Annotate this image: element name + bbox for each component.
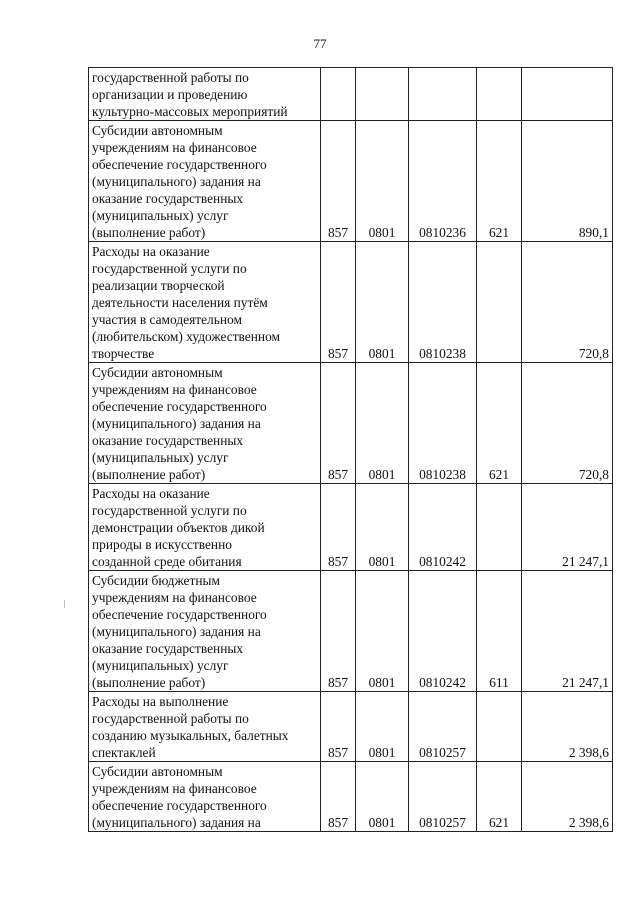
expense-name-cell: Субсидии бюджетным учреждениям на финансовое обеспечение государственного (муниципального) задания на оказание государственных (муниципальных) услуг (выполнение работ) xyxy=(89,571,321,692)
target-code-cell: 0810242 xyxy=(409,571,477,692)
amount-cell: 21 247,1 xyxy=(522,484,613,571)
target-code-cell xyxy=(409,68,477,121)
table-row xyxy=(89,363,613,484)
amount-cell: 21 247,1 xyxy=(522,571,613,692)
section-code-cell: 0801 xyxy=(356,242,409,363)
admin-code-cell: 857 xyxy=(321,363,356,484)
page-number: 77 xyxy=(313,36,327,51)
target-code-cell: 0810238 xyxy=(409,363,477,484)
expense-name-cell: Субсидии автономным учреждениям на финансовое обеспечение государственного (муниципального) задания на оказание государственных (муниципальных) услуг (выполнение работ) xyxy=(89,121,321,242)
target-code-cell: 0810236 xyxy=(409,121,477,242)
table-row xyxy=(89,692,613,762)
section-code-cell: 0801 xyxy=(356,363,409,484)
admin-code-cell: 857 xyxy=(321,242,356,363)
expense-name-cell: Субсидии автономным учреждениям на финансовое обеспечение государственного (муниципального) задания на xyxy=(89,762,321,832)
amount-cell: 890,1 xyxy=(522,121,613,242)
target-code-cell: 0810242 xyxy=(409,484,477,571)
expense-name-cell: Субсидии автономным учреждениям на финансовое обеспечение государственного (муниципального) задания на оказание государственных (муниципальных) услуг (выполнение работ) xyxy=(89,363,321,484)
section-code-cell: 0801 xyxy=(356,692,409,762)
admin-code-cell: 857 xyxy=(321,692,356,762)
amount-cell: 720,8 xyxy=(522,242,613,363)
table-row xyxy=(89,571,613,692)
section-code-cell: 0801 xyxy=(356,762,409,832)
kind-code-cell: 611 xyxy=(477,571,522,692)
kind-code-cell: 621 xyxy=(477,121,522,242)
section-code-cell xyxy=(356,68,409,121)
table-row xyxy=(89,121,613,242)
admin-code-cell: 857 xyxy=(321,571,356,692)
section-code-cell: 0801 xyxy=(356,121,409,242)
kind-code-cell xyxy=(477,692,522,762)
table-row xyxy=(89,242,613,363)
expense-name-cell: Расходы на оказание государственной услуги по демонстрации объектов дикой природы в искусственно созданной среде обитания xyxy=(89,484,321,571)
section-code-cell: 0801 xyxy=(356,571,409,692)
admin-code-cell: 857 xyxy=(321,762,356,832)
kind-code-cell xyxy=(477,484,522,571)
table-row xyxy=(89,484,613,571)
section-code-cell: 0801 xyxy=(356,484,409,571)
amount-cell: 720,8 xyxy=(522,363,613,484)
target-code-cell: 0810257 xyxy=(409,692,477,762)
budget-table-body xyxy=(89,68,613,832)
amount-cell: 2 398,6 xyxy=(522,762,613,832)
budget-table xyxy=(88,67,613,832)
table-row xyxy=(89,762,613,832)
target-code-cell: 0810238 xyxy=(409,242,477,363)
scan-mark xyxy=(64,600,65,608)
table-row xyxy=(89,68,613,121)
target-code-cell: 0810257 xyxy=(409,762,477,832)
expense-name-cell: Расходы на выполнение государственной работы по созданию музыкальных, балетных спектаклей xyxy=(89,692,321,762)
admin-code-cell xyxy=(321,68,356,121)
amount-cell: 2 398,6 xyxy=(522,692,613,762)
expense-name-cell: Расходы на оказание государственной услуги по реализации творческой деятельности населения путём участия в самодеятельном (любительском) художественном творчестве xyxy=(89,242,321,363)
kind-code-cell: 621 xyxy=(477,363,522,484)
kind-code-cell xyxy=(477,242,522,363)
admin-code-cell: 857 xyxy=(321,484,356,571)
expense-name-cell: государственной работы по организации и проведению культурно-массовых мероприятий xyxy=(89,68,321,121)
kind-code-cell: 621 xyxy=(477,762,522,832)
amount-cell xyxy=(522,68,613,121)
kind-code-cell xyxy=(477,68,522,121)
admin-code-cell: 857 xyxy=(321,121,356,242)
